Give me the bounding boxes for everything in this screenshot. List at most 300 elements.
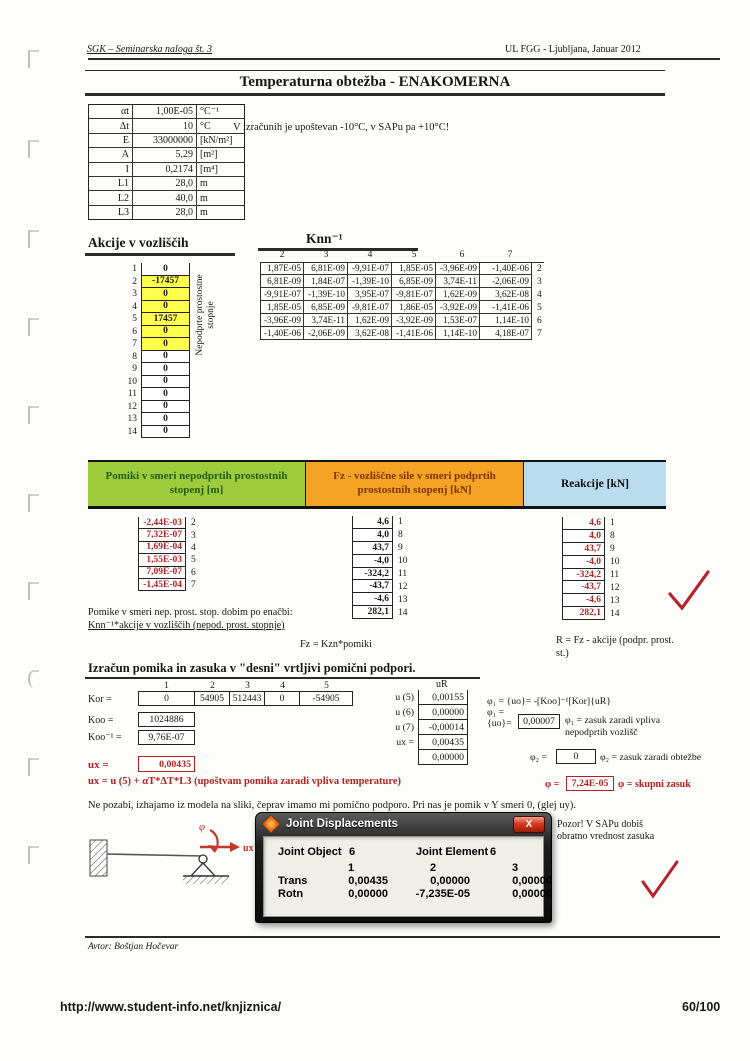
reakcije-value: -43,7 <box>562 581 605 594</box>
header-left: SGK – Seminarska naloga št. 3 <box>87 44 212 55</box>
pozor-note-2: obratno vrednost zasuka <box>557 831 655 842</box>
param-unit: [m⁴] <box>200 163 218 175</box>
fz-row <box>352 568 408 581</box>
scan-mark <box>28 670 39 688</box>
phi-value: 7,24E-05 <box>566 776 614 791</box>
param-label: L2 <box>89 191 133 204</box>
akcije-row <box>122 263 190 276</box>
parameter-row <box>89 177 244 191</box>
row-number: 6 <box>191 567 196 578</box>
param-unit: m <box>200 192 208 204</box>
knn-cell: -1,39E-10 <box>304 288 348 301</box>
pomiki-value: 1,55E-03 <box>138 554 186 566</box>
akcije-row <box>122 376 190 389</box>
rotn-value: 0,00000 <box>512 888 552 900</box>
knn-col-header: 4 <box>367 250 373 260</box>
reakcije-value: 4,0 <box>562 530 605 543</box>
ux-arrowhead <box>230 842 240 852</box>
ur-row <box>360 690 468 705</box>
akcije-value: 0 <box>141 326 190 339</box>
param-label: I <box>89 163 133 176</box>
fz-row <box>352 542 408 555</box>
knn-cell: -9,91E-07 <box>260 288 304 301</box>
fz-row <box>352 529 408 542</box>
pomiki-row <box>138 542 196 554</box>
knn-row <box>260 314 542 327</box>
param-label: L1 <box>89 177 133 190</box>
knn-cell: -9,81E-07 <box>348 301 392 314</box>
dialog-title: Joint Displacements <box>286 817 398 830</box>
akcije-table <box>122 263 190 438</box>
row-number: 8 <box>610 531 615 542</box>
fz-row <box>352 580 408 593</box>
param-label: A <box>89 148 133 161</box>
row-number: 7 <box>132 339 137 350</box>
pomiki-row <box>138 554 196 566</box>
ur-header: uR <box>436 679 448 690</box>
koo-label: Koo = <box>88 715 114 726</box>
ground-hatch <box>183 876 229 884</box>
fixed-wall <box>90 840 107 876</box>
page-title: Temperaturna obtežba - ENAKOMERNA <box>239 74 511 90</box>
akcije-row <box>122 351 190 364</box>
knn-row <box>260 262 542 275</box>
pomiki-value: 1,69E-04 <box>138 542 186 554</box>
param-label: L3 <box>89 206 133 219</box>
row-number: 11 <box>127 389 137 400</box>
knn-cell: 1,62E-09 <box>436 288 480 301</box>
pomiki-table <box>138 517 196 591</box>
scan-mark <box>28 758 39 776</box>
akcije-rule <box>85 253 235 256</box>
knn-cell: 4,18E-07 <box>480 327 532 340</box>
knn-cell: -1,40E-06 <box>480 262 532 275</box>
row-number: 1 <box>132 264 137 275</box>
akcije-row <box>122 313 190 326</box>
param-label: E <box>89 134 133 147</box>
support-triangle <box>191 863 215 876</box>
pomiki-row <box>138 529 196 541</box>
row-number: 13 <box>398 594 408 605</box>
row-number: 3 <box>132 289 137 300</box>
param-unit: °C⁻¹ <box>200 106 219 118</box>
koo-inv-label: Koo⁻¹ = <box>88 732 122 743</box>
reakcije-row <box>562 556 620 569</box>
fz-value: -4,6 <box>352 593 393 606</box>
row-number: 9 <box>610 544 615 555</box>
koo-value: 1024886 <box>138 712 195 727</box>
trans-value: 0,00000 <box>512 875 552 887</box>
knn-col-headers <box>260 250 532 260</box>
param-value: 33000000 <box>133 134 197 147</box>
akcije-row <box>122 276 190 289</box>
akcije-value: 0 <box>141 376 190 389</box>
akcije-value: -17457 <box>141 276 190 289</box>
param-unit: °C <box>200 120 211 132</box>
pozor-note-1: Pozor! V SAPu dobiš <box>557 819 644 830</box>
knn-cell: 1,14E-10 <box>480 314 532 327</box>
param-unit: [m²] <box>200 149 218 161</box>
banner-fz: Fz - vozliščne sile v smeri podprtih prostostnih stopenj [kN] <box>305 462 523 506</box>
akcije-row <box>122 326 190 339</box>
param-value: 28,0 <box>133 177 197 190</box>
footer-url: http://www.student-info.net/knjiznica/ <box>60 1000 282 1014</box>
knn-cell: 1,84E-07 <box>304 275 348 288</box>
param-unit: m <box>200 178 208 190</box>
phi2-label: φ₂ = <box>530 752 548 763</box>
footer-page-number: 60/100 <box>682 1000 721 1014</box>
row-number: 9 <box>398 543 403 554</box>
knn-cell: 1,14E-10 <box>436 327 480 340</box>
knn-cell: 6,81E-09 <box>304 262 348 275</box>
akcije-value: 0 <box>141 338 190 351</box>
k-col-header: 2 <box>210 681 215 691</box>
knn-cell: 1,62E-09 <box>348 314 392 327</box>
scan-mark <box>28 494 39 512</box>
ux-symbol: ux <box>243 843 254 854</box>
fz-value: -4,0 <box>352 555 393 568</box>
kor-cell: 0 <box>138 691 195 706</box>
akcije-row <box>122 426 190 439</box>
akcije-row <box>122 338 190 351</box>
scan-mark <box>28 50 39 68</box>
knn-cell: 3,74E-11 <box>436 275 480 288</box>
trans-label: Trans <box>278 875 308 887</box>
trans-value: 0,00435 <box>348 875 388 887</box>
k-col-headers <box>138 681 353 691</box>
knn-row-label: 6 <box>537 315 542 326</box>
fz-row <box>352 555 408 568</box>
knn-row-label: 4 <box>537 289 542 300</box>
fz-row <box>352 593 408 606</box>
fz-value: -43,7 <box>352 580 393 593</box>
phi1-value: 0,00007 <box>518 714 560 729</box>
phi1-desc: φ₁ = zasuk zaradi vpliva nepodprtih vozlišč <box>565 715 661 738</box>
temperature-note: V izračunih je upoštevan -10°C, v SAPu pa +10°C! <box>233 122 450 133</box>
pin-joint <box>199 855 207 863</box>
pomiki-row <box>138 567 196 579</box>
knn-cell: -3,96E-09 <box>260 314 304 327</box>
row-number: 14 <box>398 607 408 618</box>
title-rule-top <box>85 70 665 71</box>
row-number: 10 <box>398 556 408 567</box>
joint-object-value: 6 <box>349 846 356 858</box>
param-label: Δt <box>89 119 133 132</box>
knn-col-header: 2 <box>279 250 285 260</box>
ur-value: 0,00000 <box>418 750 468 765</box>
ur-table <box>360 690 468 765</box>
reakcije-value: -4,6 <box>562 594 605 607</box>
akcije-value: 0 <box>141 351 190 364</box>
akcije-side-label: Nepodprte prostostne stopnje <box>195 274 217 356</box>
row-number: 10 <box>610 557 620 568</box>
close-button[interactable]: X <box>513 816 545 833</box>
rotn-value: 0,00000 <box>348 888 388 900</box>
param-value: 40,0 <box>133 191 197 204</box>
ur-value: -0,00014 <box>418 720 468 735</box>
reakcije-formula: R = Fz - akcije (podpr. prost. st.) <box>556 635 674 660</box>
knn-cell: 1,86E-05 <box>392 301 436 314</box>
phi1-label3: {uo}= <box>487 718 512 729</box>
koo-inv-value: 9,76E-07 <box>138 730 195 745</box>
parameter-row <box>89 206 244 219</box>
reakcije-table <box>562 517 620 620</box>
pomiki-row <box>138 517 196 529</box>
akcije-value: 0 <box>141 388 190 401</box>
ur-row <box>360 750 468 765</box>
fz-formula: Fz = Kzn*pomiki <box>300 639 372 650</box>
ux-formula: ux = u (5) + αT*ΔT*L3 (upoštvam pomika zaradi vpliva temperature) <box>88 776 401 787</box>
pomiki-value: 7,09E-07 <box>138 567 186 579</box>
kor-cell: 512443 <box>230 691 265 706</box>
param-unit: [kN/m²] <box>200 134 233 146</box>
reakcije-row <box>562 569 620 582</box>
checkmark-icon <box>638 856 682 902</box>
fz-value: -324,2 <box>352 568 393 581</box>
akcije-heading: Akcije v vozliščih <box>88 235 189 250</box>
knn-cell: 3,74E-11 <box>304 314 348 327</box>
reakcije-row <box>562 594 620 607</box>
ur-value: 0,00155 <box>418 690 468 705</box>
row-number: 6 <box>132 326 137 337</box>
dialog-col-headers <box>314 862 560 874</box>
row-number: 8 <box>132 351 137 362</box>
param-label: αt <box>89 105 133 118</box>
akcije-value: 0 <box>141 413 190 426</box>
scan-mark <box>28 846 39 864</box>
knn-cell: -2,06E-09 <box>480 275 532 288</box>
fz-table <box>352 516 408 619</box>
ur-row <box>360 705 468 720</box>
kor-cell: -54905 <box>300 691 353 706</box>
row-number: 12 <box>610 582 620 593</box>
row-number: 4 <box>191 542 196 553</box>
param-value: 28,0 <box>133 206 197 219</box>
phi1-formula: φ₁ = {uo}= -[Koo]⁻¹[Kor]{uR} <box>487 696 612 707</box>
knn-cell: 1,85E-05 <box>260 301 304 314</box>
trans-values <box>314 875 560 887</box>
k-col-header: 5 <box>324 681 329 691</box>
phi1-label2: φ₁ = <box>487 707 505 718</box>
reakcije-value: 282,1 <box>562 607 605 620</box>
izracun-note: Ne pozabi, izhajamo iz modela na sliki, čeprav imamo mi pomično podporo. Pri nas je pomik v Y smeri 0, (glej uy). <box>88 800 576 811</box>
row-number: 4 <box>132 301 137 312</box>
reakcije-row <box>562 581 620 594</box>
result-banners <box>88 460 666 509</box>
ux-value: 0,00435 <box>138 756 195 772</box>
row-number: 2 <box>132 276 137 287</box>
akcije-value: 0 <box>141 288 190 301</box>
akcije-value: 0 <box>141 301 190 314</box>
ur-value: 0,00435 <box>418 735 468 750</box>
param-value: 1,00E-05 <box>133 105 197 118</box>
reakcije-row <box>562 517 620 530</box>
reakcije-row <box>562 543 620 556</box>
knn-cell: -9,81E-07 <box>392 288 436 301</box>
ur-label <box>360 750 418 765</box>
param-value: 0,2174 <box>133 163 197 176</box>
fz-value: 4,0 <box>352 529 393 542</box>
joint-displacements-dialog <box>255 812 552 923</box>
rotn-value: -7,235E-05 <box>415 888 470 900</box>
knn-row-label: 3 <box>537 276 542 287</box>
row-number: 14 <box>127 426 137 437</box>
knn-border-left <box>260 262 261 340</box>
row-number: 13 <box>610 595 620 606</box>
kor-row <box>138 691 353 706</box>
support-sketch <box>82 818 267 900</box>
reakcije-value: 43,7 <box>562 543 605 556</box>
rotn-values <box>314 888 560 900</box>
header-right: UL FGG - Ljubljana, Januar 2012 <box>505 44 641 55</box>
knn-cell: -9,91E-07 <box>348 262 392 275</box>
row-number: 12 <box>398 581 408 592</box>
k-col-header: 4 <box>280 681 285 691</box>
phi2-value: 0 <box>556 749 596 764</box>
row-number: 13 <box>127 414 137 425</box>
row-number: 11 <box>398 569 408 579</box>
parameter-row <box>89 134 244 148</box>
scan-mark <box>28 230 39 248</box>
izracun-heading: Izračun pomika in zasuka v "desni" vrtljivi pomični podpori. <box>88 661 416 675</box>
scan-mark <box>28 406 39 424</box>
knn-heading: Knn⁻¹ <box>306 231 343 246</box>
header-rule <box>88 58 720 60</box>
dialog-col-header: 1 <box>347 862 355 874</box>
kor-label: Kor = <box>88 694 112 705</box>
k-col-header: 3 <box>245 681 250 691</box>
izracun-rule <box>85 677 480 679</box>
pomiki-note-2: Knn⁻¹*akcije v vozliščih (nepod. prost. stopnje) <box>88 620 285 631</box>
knn-cell: 3,62E-08 <box>348 327 392 340</box>
knn-cell: -2,06E-09 <box>304 327 348 340</box>
joint-element-value: 6 <box>490 846 497 858</box>
kor-cell: 0 <box>265 691 300 706</box>
footer-rule <box>85 936 720 938</box>
knn-cell: 6,85E-09 <box>304 301 348 314</box>
knn-col-header: 3 <box>323 250 329 260</box>
ur-row <box>360 735 468 750</box>
ux-label: ux = <box>88 759 109 771</box>
parameter-row <box>89 163 244 177</box>
dialog-col-header: 3 <box>511 862 519 874</box>
row-number: 5 <box>132 314 137 325</box>
knn-cell: 1,87E-05 <box>260 262 304 275</box>
knn-cell: 1,85E-05 <box>392 262 436 275</box>
knn-row-label: 5 <box>537 302 542 313</box>
parameter-row <box>89 148 244 162</box>
parameter-row <box>89 191 244 205</box>
scan-mark <box>28 582 39 600</box>
param-value: 10 <box>133 119 197 132</box>
akcije-value: 0 <box>141 426 190 439</box>
pomiki-value: -2,44E-03 <box>138 517 186 529</box>
phi-symbol: φ <box>199 821 206 833</box>
knn-row-label: 2 <box>537 263 542 274</box>
reakcije-value: -4,0 <box>562 556 605 569</box>
pomiki-row <box>138 579 196 591</box>
reakcije-value: 4,6 <box>562 517 605 530</box>
knn-row <box>260 275 542 288</box>
fz-value: 4,6 <box>352 516 393 529</box>
pomiki-value: -1,45E-04 <box>138 579 186 591</box>
parameter-table <box>88 104 245 220</box>
pomiki-note-1: Pomike v smeri nep. prost. stop. dobim po enačbi: <box>88 607 293 618</box>
checkmark-icon <box>664 566 712 614</box>
knn-matrix <box>260 262 542 340</box>
knn-cell: 3,95E-07 <box>348 288 392 301</box>
param-unit: m <box>200 206 208 218</box>
knn-row <box>260 288 542 301</box>
knn-cell: -1,39E-10 <box>348 275 392 288</box>
fz-value: 43,7 <box>352 542 393 555</box>
akcije-value: 17457 <box>141 313 190 326</box>
reakcije-row <box>562 530 620 543</box>
row-number: 10 <box>127 376 137 387</box>
reakcije-row <box>562 607 620 620</box>
ur-label: u (5) <box>395 692 414 703</box>
akcije-row <box>122 363 190 376</box>
knn-cell: -1,40E-06 <box>260 327 304 340</box>
ur-label: ux = <box>396 737 414 748</box>
knn-cell: -1,41E-06 <box>392 327 436 340</box>
k-col-header: 1 <box>164 681 169 691</box>
reakcije-value: -324,2 <box>562 569 605 582</box>
ur-label: u (6) <box>395 707 414 718</box>
akcije-row <box>122 388 190 401</box>
rotn-label: Rotn <box>278 888 304 900</box>
knn-cell: -3,92E-09 <box>436 301 480 314</box>
akcije-row <box>122 401 190 414</box>
ur-row <box>360 720 468 735</box>
param-value: 5,29 <box>133 148 197 161</box>
knn-row <box>260 301 542 314</box>
title-rule-bottom <box>85 93 665 96</box>
row-number: 2 <box>191 518 196 529</box>
knn-col-header: 5 <box>411 250 417 260</box>
knn-cell: -3,92E-09 <box>392 314 436 327</box>
akcije-row <box>122 413 190 426</box>
kor-cell: 54905 <box>195 691 230 706</box>
scan-mark <box>28 318 39 336</box>
knn-row <box>260 327 542 340</box>
knn-cell: 3,62E-08 <box>480 288 532 301</box>
footer-author: Avtor: Boštjan Hočevar <box>88 942 179 952</box>
dialog-panel <box>263 836 552 917</box>
joint-object-label: Joint Object <box>278 846 342 858</box>
akcije-value: 0 <box>141 401 190 414</box>
knn-row-label: 7 <box>537 328 542 339</box>
row-number: 5 <box>191 555 196 566</box>
pomiki-value: 7,32E-07 <box>138 529 186 541</box>
phi-desc: φ = skupni zasuk <box>618 779 691 790</box>
dialog-col-header: 2 <box>429 862 437 874</box>
knn-col-header: 7 <box>507 250 513 260</box>
row-number: 3 <box>191 530 196 541</box>
fz-value: 282,1 <box>352 606 393 619</box>
ur-label: u (7) <box>395 722 414 733</box>
knn-cell: 6,85E-09 <box>392 275 436 288</box>
knn-cell: 6,81E-09 <box>260 275 304 288</box>
phi-label: φ = <box>545 779 560 790</box>
banner-pomiki: Pomiki v smeri nepodprtih prostostnih stopenj [m] <box>88 462 305 506</box>
row-number: 9 <box>132 364 137 375</box>
ur-value: 0,00000 <box>418 705 468 720</box>
phi2-desc: φ₂ = zasuk zaradi obtežbe <box>600 752 702 763</box>
knn-cell: 1,53E-07 <box>436 314 480 327</box>
row-number: 7 <box>191 580 196 591</box>
trans-value: 0,00000 <box>430 875 470 887</box>
